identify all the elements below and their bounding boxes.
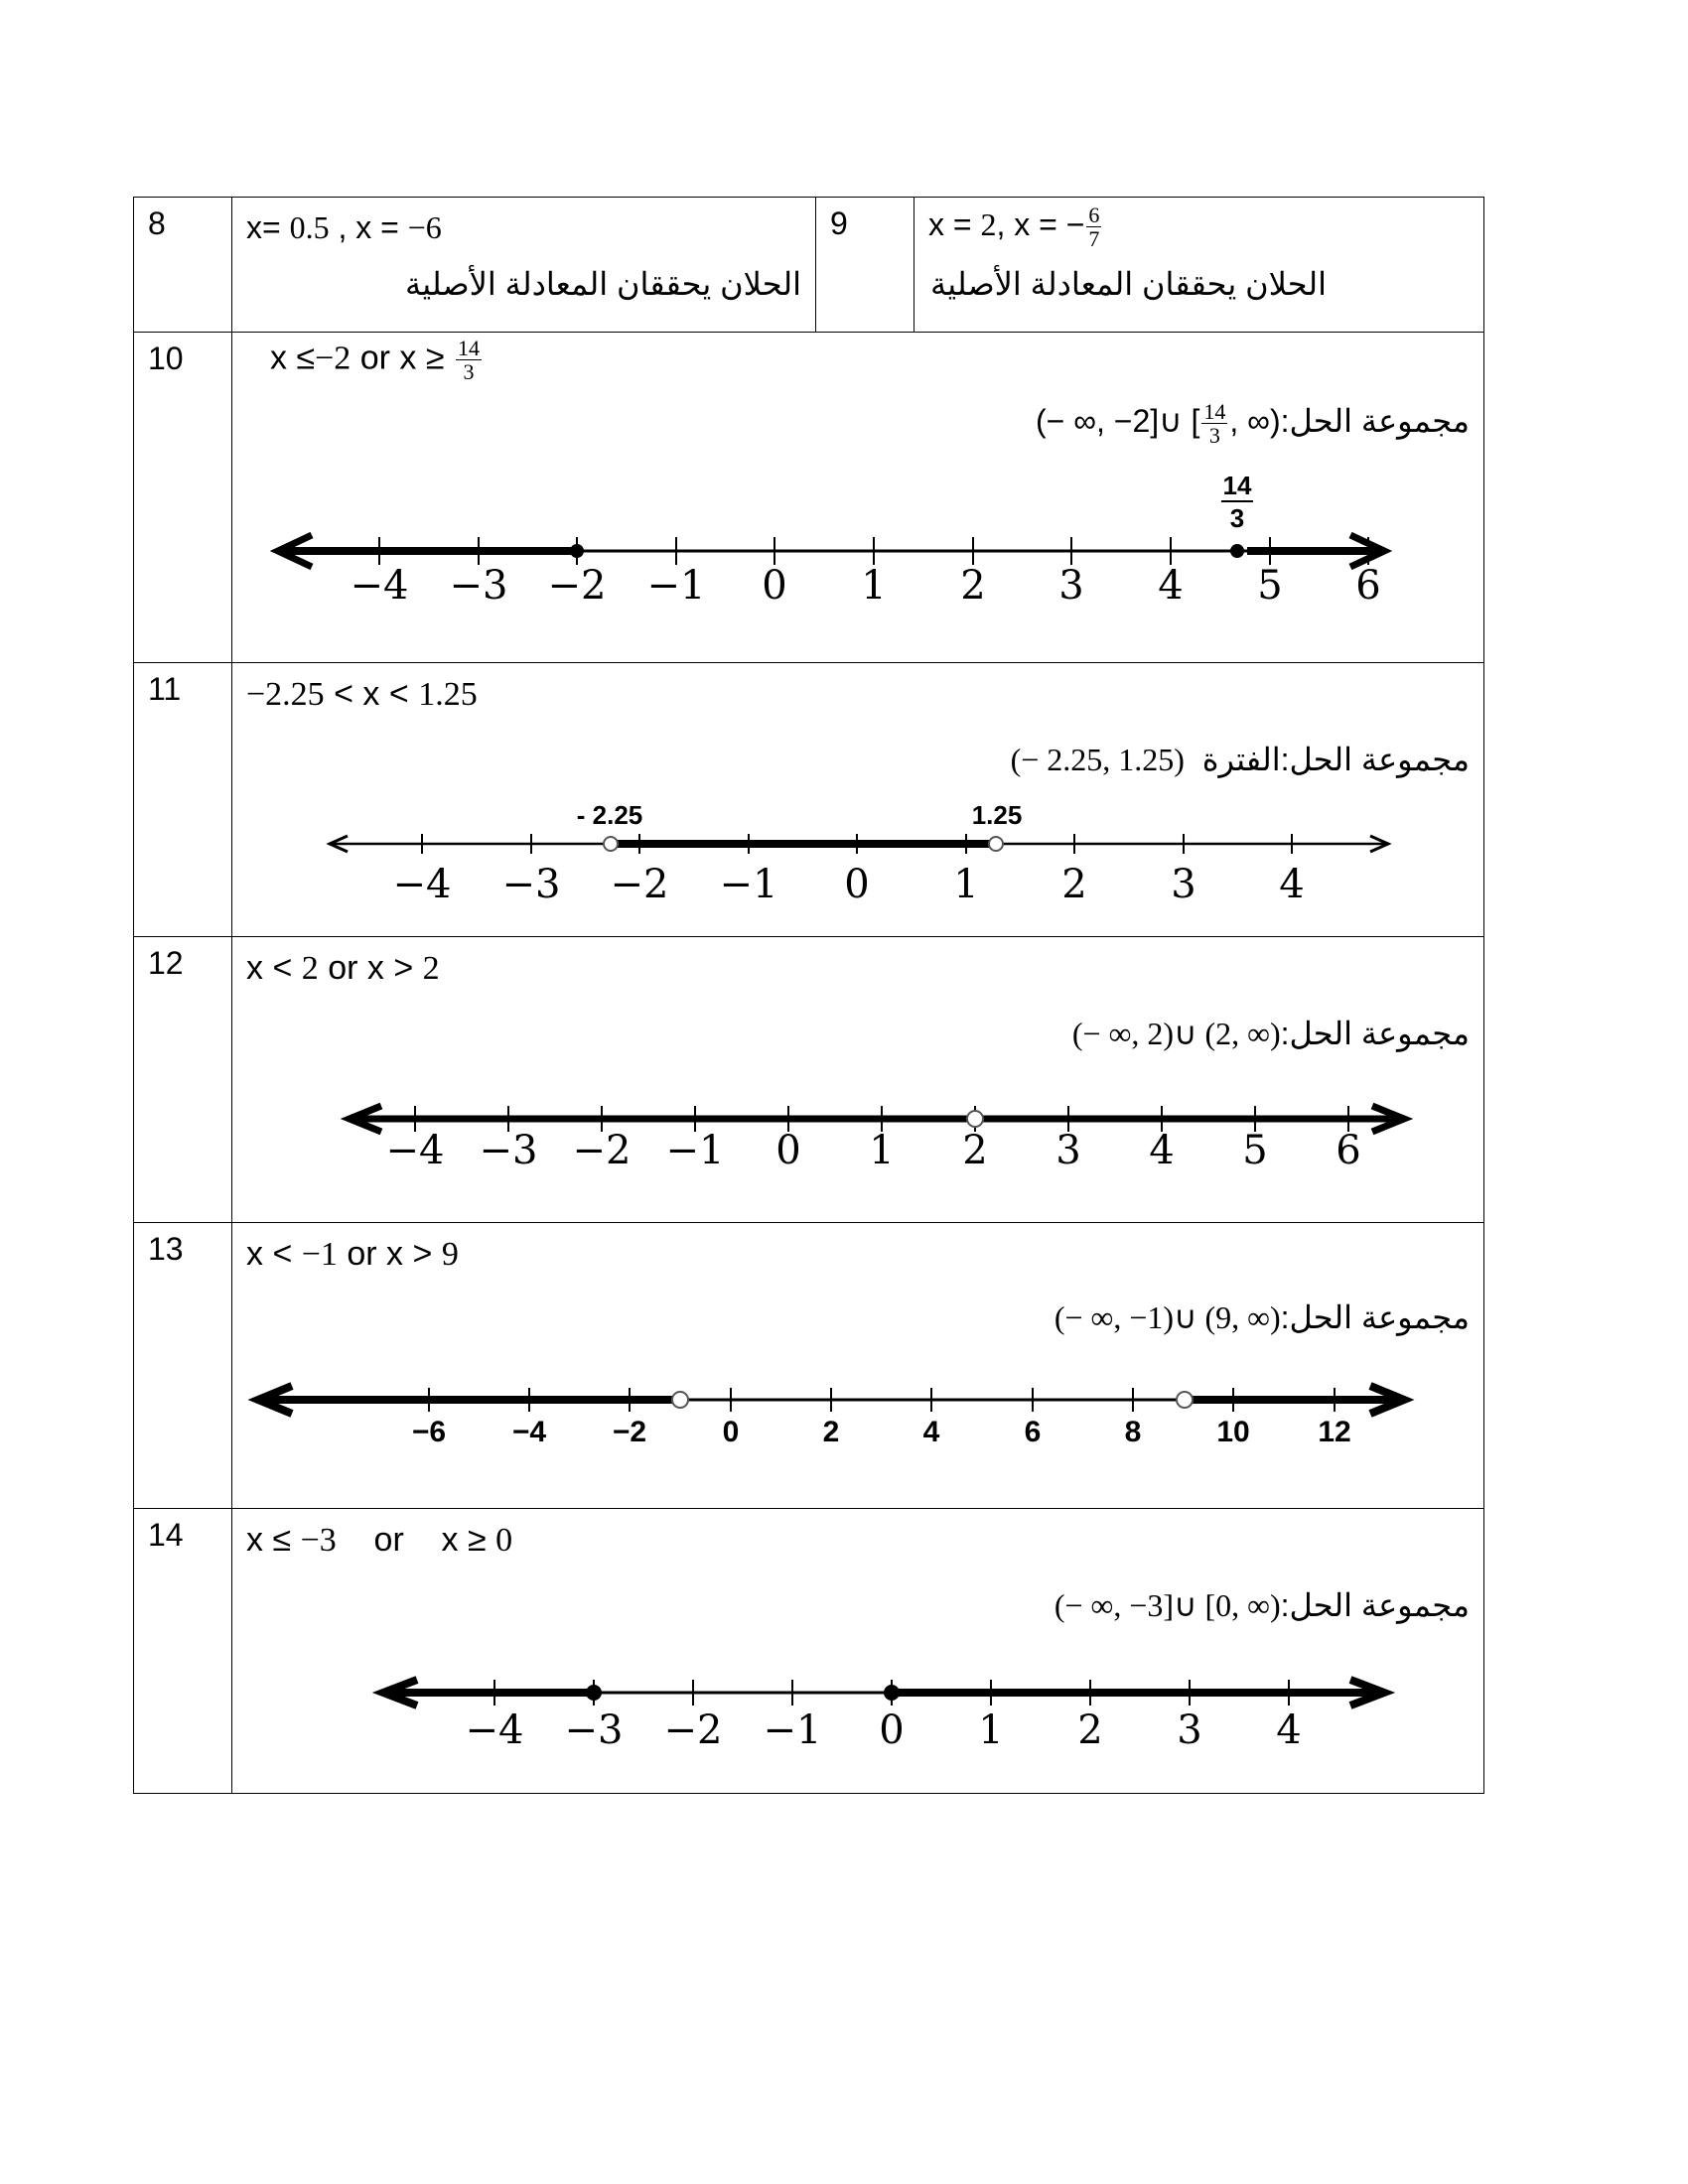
inequality-solution: x ≤ −3 or x ≥ 0 [246,1521,513,1559]
tick-label: 3 [1177,1707,1202,1753]
tick-label: −2 [547,563,607,601]
tick-label: 2 [1077,1707,1103,1753]
solution-set-label: مجموعة الحل:الفترة [1201,742,1470,777]
answer-cell [232,1509,1484,1794]
tick-label: −6 [411,1416,447,1448]
verification-note: الحلان يحققان المعادلة الأصلية [930,266,1327,302]
tick-label: −4 [465,1707,524,1753]
tick-label: 0 [844,862,870,907]
tick-label: 6 [1355,563,1381,601]
tick-label: −4 [385,1128,445,1173]
tick-label: 2 [960,563,986,601]
tick-label: −3 [479,1128,538,1173]
table-row [134,663,1484,937]
tick-label: −1 [719,862,778,907]
tick-label: 0 [879,1707,905,1753]
tick-label: −4 [511,1416,547,1448]
equation-solution: x= 0.5 , x = −6 [246,209,442,245]
fraction: $\frac{6}{7}$ [1088,203,1100,252]
tick-label: −4 [350,563,409,601]
point-label-denominator: 3 [1229,503,1245,533]
open-point [967,1111,983,1127]
tick-label: −3 [564,1707,624,1753]
tick-label: 1 [861,563,887,601]
solution-set-label: مجموعة الحل: [1280,1299,1470,1335]
tick-label: 4 [1158,563,1184,601]
row-number: 10 [134,333,232,663]
tick-label: 5 [1242,1128,1268,1173]
closed-point [570,544,584,558]
tick-label: 0 [762,563,787,601]
table-row [134,198,1484,333]
tick-label: 3 [1055,1128,1081,1173]
closed-point [586,1685,602,1701]
tick-label: −1 [646,563,706,601]
table-row [134,333,1484,663]
solution-set: (− ∞, −2]∪ [ $\frac{14}{3}$ , ∞)مجموعة الحل: [1035,399,1470,449]
tick-label: 10 [1216,1416,1250,1448]
solution-set-label: مجموعة الحل: [1280,1016,1470,1051]
closed-point [884,1685,900,1701]
tick-label: 3 [1171,862,1196,907]
inequality-solution: x ≤−2 or x ≥ $\frac{14}{3}$ [270,336,480,385]
row-number: 8 [134,198,232,333]
tick-label: −4 [392,862,452,907]
fraction: $\frac{14}{3}$ [457,336,480,385]
row-number: 14 [134,1509,232,1794]
number-line [232,1370,1493,1479]
solution-set-label: مجموعة الحل: [1280,403,1470,440]
point-label-numerator: 14 [1222,472,1252,500]
tick-label: 4 [1279,862,1305,907]
answer-cell [232,198,816,333]
tick-label: 1 [953,862,979,907]
point-label-left: - 2.25 [576,800,643,830]
tick-label: 6 [1024,1416,1042,1448]
answer-cell [914,198,1484,333]
answer-cell [232,1223,1484,1509]
inequality-solution: −2.25 < x < 1.25 [246,675,478,713]
answer-cell [232,333,1484,663]
row-number: 11 [134,663,232,937]
row-number: 9 [816,198,914,333]
tick-label: 6 [1336,1128,1361,1173]
inequality-solution: x < −1 or x > 9 [246,1235,459,1273]
tick-label: −2 [612,1416,647,1448]
tick-label: 3 [1058,563,1084,601]
fraction: $\frac{14}{3}$ [1203,399,1226,449]
answer-cell [232,937,1484,1223]
tick-label: −2 [610,862,669,907]
open-point [672,1392,688,1408]
point-label-right: 1.25 [971,800,1023,830]
solution-set: (− ∞, −3]∪ [0, ∞)مجموعة الحل: [1054,1587,1470,1623]
tick-label: 4 [1149,1128,1175,1173]
tick-label: 0 [775,1128,801,1173]
tick-label: −3 [501,862,561,907]
tick-label: 4 [922,1416,940,1448]
solution-set: (− ∞, −1)∪ (9, ∞)مجموعة الحل: [1054,1299,1470,1335]
tick-label: 1 [869,1128,895,1173]
tick-label: 8 [1124,1416,1142,1448]
tick-label: 12 [1318,1416,1351,1448]
tick-label: −2 [572,1128,632,1173]
answer-cell [232,663,1484,937]
solutions-table [133,197,1484,1794]
tick-label: 0 [722,1416,740,1448]
solution-set-label: مجموعة الحل: [1280,1587,1470,1623]
verification-note: الحلان يحققان المعادلة الأصلية [405,266,801,302]
table-row [134,937,1484,1223]
number-line [232,794,1493,913]
tick-label: −2 [663,1707,723,1753]
tick-label: 5 [1257,563,1283,601]
tick-label: −1 [665,1128,725,1173]
table-row [134,1223,1484,1509]
open-point [604,837,618,851]
tick-label: 2 [1061,862,1087,907]
tick-label: 1 [978,1707,1004,1753]
table-row [134,1509,1484,1794]
tick-label: 4 [1276,1707,1302,1753]
tick-label: 2 [962,1128,988,1173]
inequality-solution: x < 2 or x > 2 [246,949,440,987]
number-line [232,1668,1493,1777]
closed-point [1230,544,1244,558]
equation-solution: x = 2, x = − $\frac{6}{7}$ [928,203,1100,252]
tick-label: −3 [449,563,508,601]
number-line [232,1086,1493,1205]
row-number: 12 [134,937,232,1223]
solution-set: (− 2.25, 1.25) مجموعة الحل:الفترة [1010,742,1470,777]
number-line [232,472,1493,601]
open-point [1177,1392,1193,1408]
tick-label: −1 [763,1707,822,1753]
open-point [989,837,1003,851]
row-number: 13 [134,1223,232,1509]
solution-set: (− ∞, 2)∪ (2, ∞)مجموعة الحل: [1071,1016,1470,1051]
tick-label: 2 [822,1416,840,1448]
